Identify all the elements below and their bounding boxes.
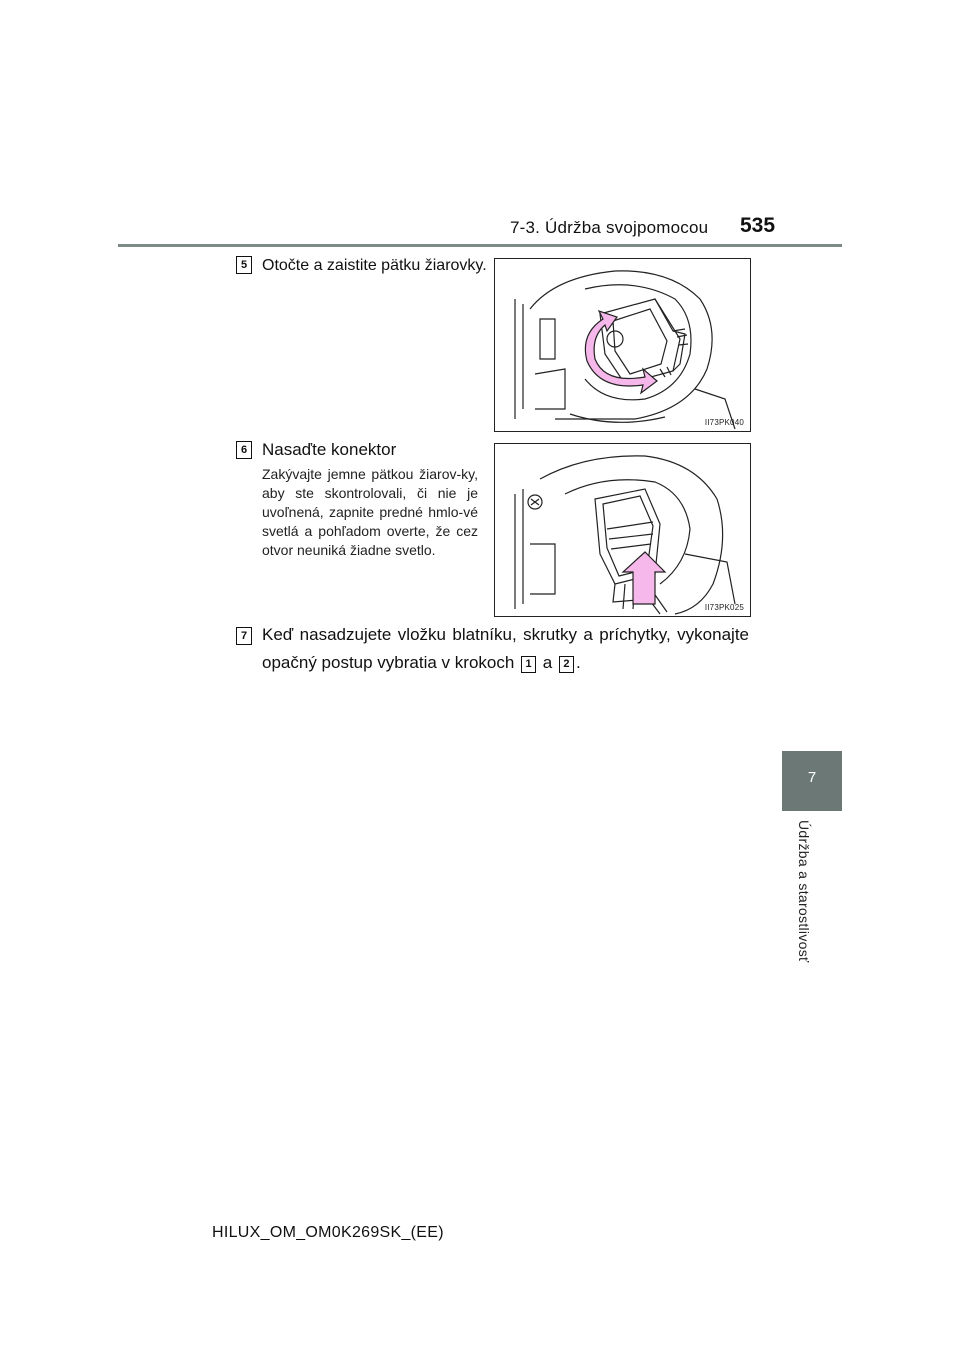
step-badge-5: 5 [236, 256, 252, 274]
step-badge-7: 7 [236, 627, 252, 645]
connector-illustration [495, 444, 750, 616]
step-6-text: Nasaďte konektor [262, 440, 397, 459]
step-7-end: . [575, 653, 581, 672]
step-7-connector: a [542, 653, 553, 672]
step-6-note: Zakývajte jemne pätkou žiarov-ky, aby ste skontrolovali, či nie je uvoľnená, zapnite predné hmlo-vé svetlá a pohľadom overte, že cez otvor neuniká žiadne svetlo. [262, 466, 478, 558]
step-7-body: Keď nasadzujete vložku blatníku, skrutky a príchytky, vykonajte opačný postup vybratia v krokoch [262, 625, 749, 672]
figure-connector-install [494, 443, 751, 617]
step-ref-2: 2 [559, 656, 574, 673]
step-7-text [262, 621, 749, 677]
step-5-text: Otočte a zaistite pätku žiarovky. [262, 257, 487, 274]
rotate-arrow-icon [585, 311, 657, 393]
section-title: 7-3. Údržba svojpomocou [510, 218, 709, 237]
figure-bulb-rotate [494, 258, 751, 432]
document-code: HILUX_OM_OM0K269SK_(EE) [212, 1224, 444, 1241]
header-divider [118, 244, 842, 247]
push-arrow-icon [623, 552, 665, 604]
chapter-tab [782, 751, 842, 811]
step-ref-1: 1 [521, 656, 536, 673]
figure-code: II73PK025 [704, 603, 744, 612]
bulb-rotate-illustration [495, 259, 750, 431]
page-number: 535 [740, 214, 776, 237]
step-badge-6: 6 [236, 441, 252, 459]
chapter-title: Údržba a starostlivosť [796, 820, 812, 963]
chapter-number: 7 [807, 769, 817, 786]
figure-code: II73PK040 [704, 418, 744, 427]
